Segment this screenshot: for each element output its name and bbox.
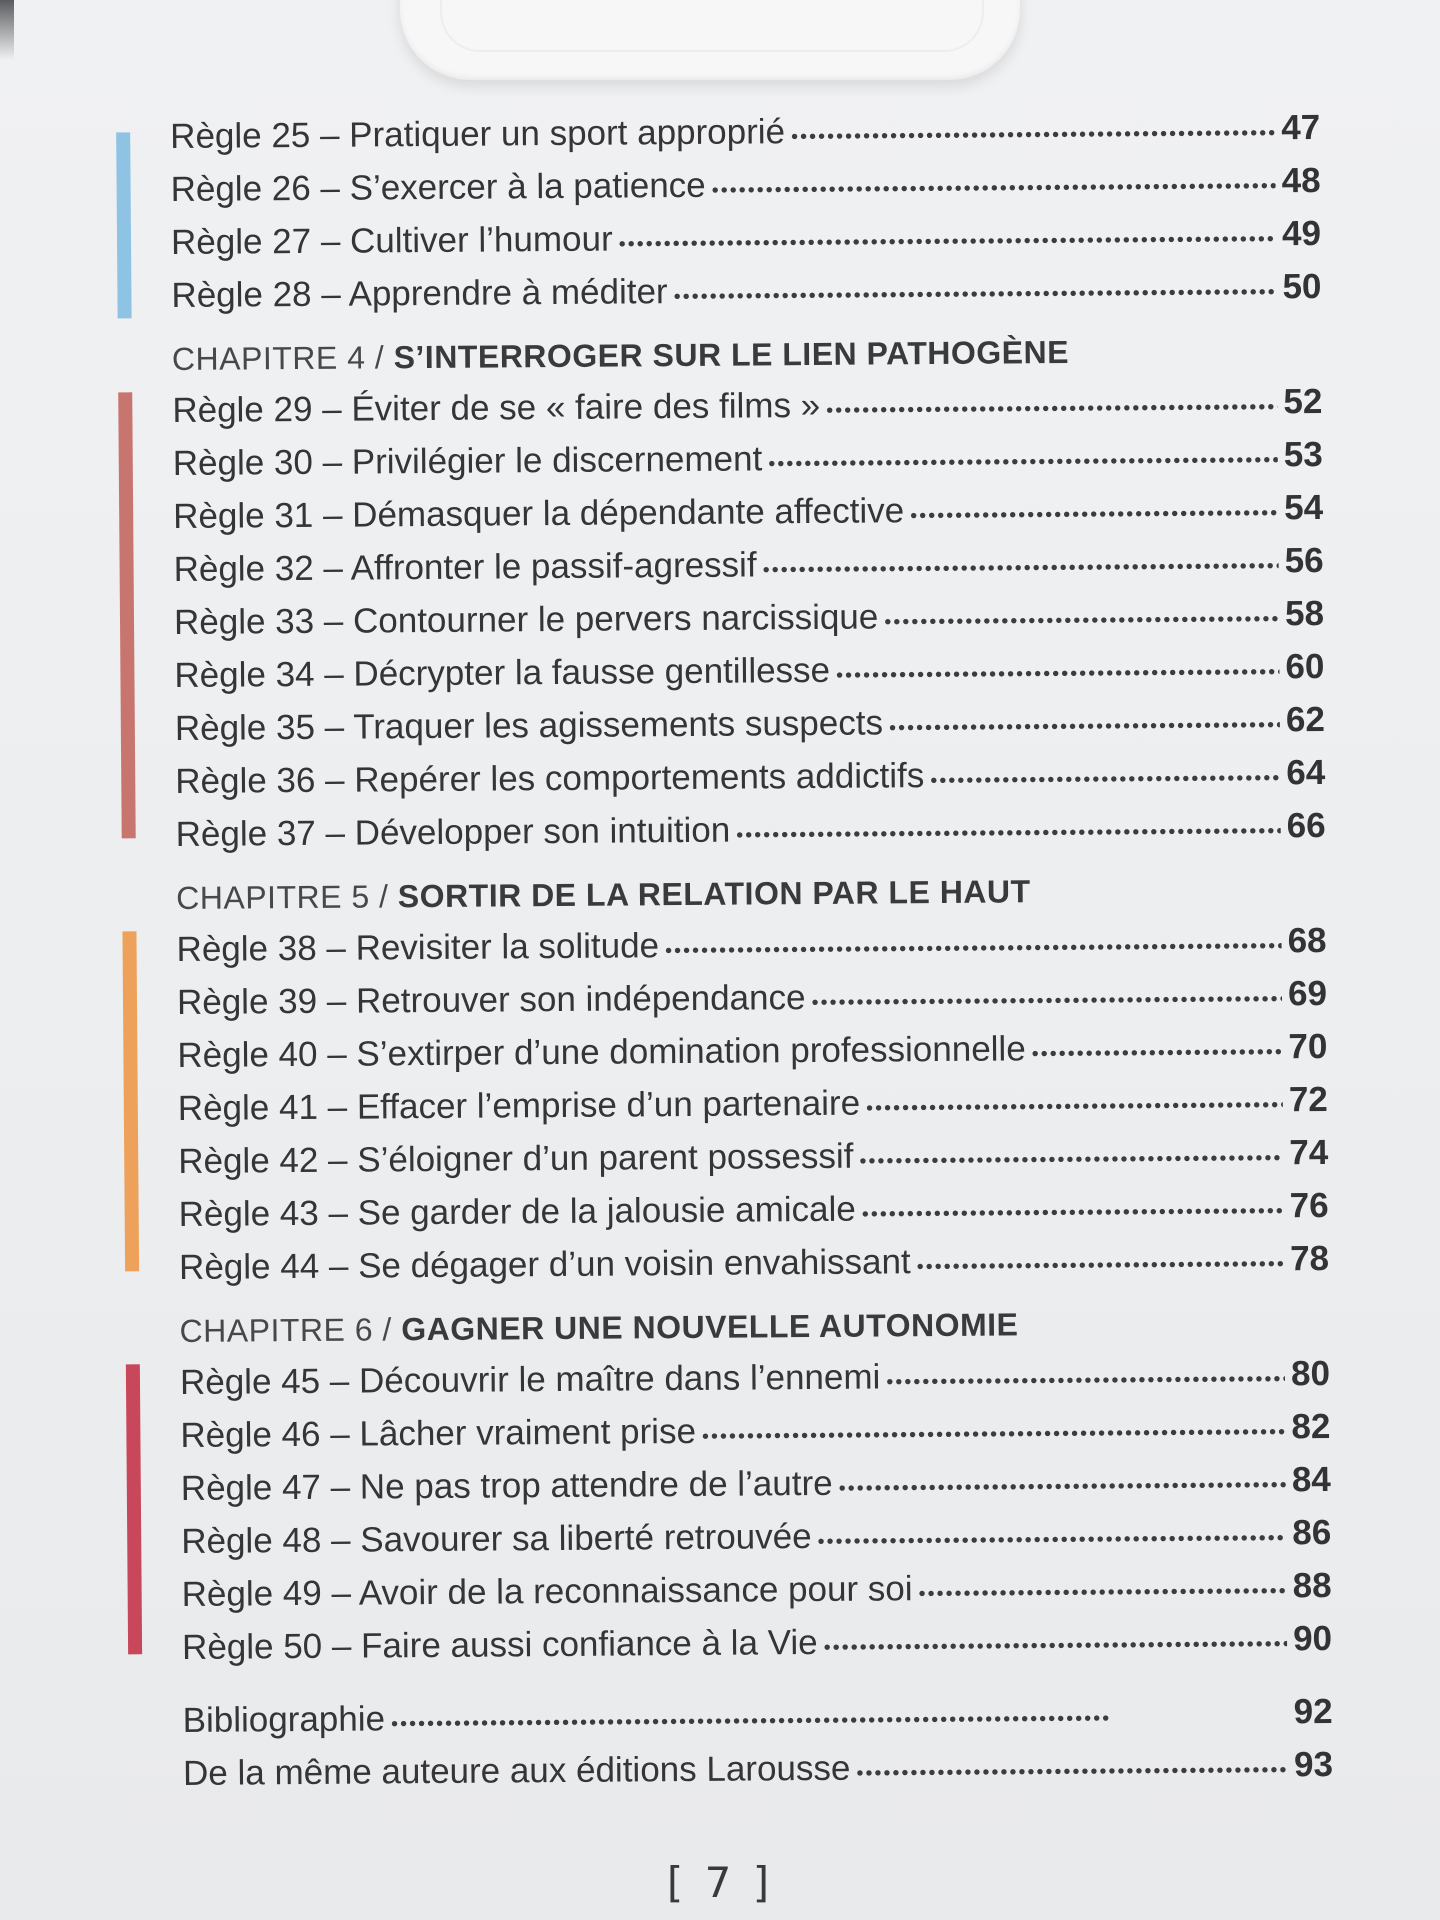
- dot-leader: [856, 1738, 1288, 1800]
- toc-entry-page: 84: [1291, 1459, 1331, 1500]
- chapter-heading-4[interactable]: [172, 313, 1322, 384]
- toc-entry-label: Règle 28 – Apprendre à méditer: [171, 272, 668, 315]
- toc-entry[interactable]: [176, 914, 1326, 976]
- toc-entry-label: Règle 31 – Démasquer la dépendante affective: [173, 491, 905, 536]
- toc-entry-label: Règle 32 – Affronter le passif-agressif: [173, 545, 757, 589]
- section-color-bar-blue: [116, 132, 131, 318]
- toc-entry-label: Règle 37 – Développer son intuition: [175, 810, 731, 854]
- chapter-number: CHAPITRE 5 /: [176, 878, 398, 916]
- toc-entry[interactable]: [178, 1179, 1328, 1241]
- toc-entry[interactable]: [179, 1232, 1329, 1294]
- toc-entry-label: Règle 40 – S’extirper d’une domination professionnelle: [177, 1029, 1026, 1075]
- toc-entry[interactable]: [175, 799, 1325, 861]
- toc-entry-page: 49: [1281, 213, 1322, 254]
- toc-entry-page: 86: [1292, 1512, 1332, 1553]
- toc-entry[interactable]: [177, 967, 1327, 1029]
- chapter-title: S’INTERROGER SUR LE LIEN PATHOGÈNE: [393, 333, 1070, 376]
- toc-entry[interactable]: [180, 1400, 1330, 1462]
- table-of-contents: [170, 101, 1333, 1800]
- dot-leader: [916, 1232, 1284, 1294]
- toc-entry-page: 90: [1292, 1618, 1333, 1659]
- chapter-number: CHAPITRE 6 /: [179, 1311, 402, 1349]
- toc-entry[interactable]: [170, 101, 1320, 163]
- toc-entry-label: De la même auteure aux éditions Larousse: [182, 1748, 851, 1793]
- dot-leader: [673, 260, 1276, 324]
- toc-entry-page: 62: [1285, 699, 1325, 740]
- toc-entry[interactable]: [174, 640, 1324, 702]
- toc-entry-bibliography[interactable]: [182, 1685, 1332, 1747]
- paper-clip: [400, 0, 1020, 80]
- toc-entry-label: Règle 26 – S’exercer à la patience: [170, 165, 706, 209]
- toc-entry-page: 80: [1290, 1353, 1331, 1394]
- toc-entry-label: Règle 42 – S’éloigner d’un parent possessif: [178, 1136, 854, 1181]
- section-back-matter: [182, 1685, 1333, 1800]
- toc-entry-page: 72: [1288, 1079, 1328, 1120]
- toc-entry-label: Règle 33 – Contourner le pervers narcissique: [173, 597, 879, 642]
- toc-entry[interactable]: [180, 1347, 1330, 1409]
- toc-entry[interactable]: [173, 534, 1323, 596]
- toc-entry-label: Règle 41 – Effacer l’emprise d’un partenaire: [177, 1083, 861, 1128]
- toc-entry-label: Règle 45 – Découvrir le maître dans l’ennemi: [179, 1357, 881, 1402]
- toc-entry-label: Règle 48 – Savourer sa liberté retrouvée: [181, 1517, 812, 1561]
- toc-entry[interactable]: [175, 693, 1325, 755]
- toc-entry[interactable]: [172, 375, 1322, 437]
- toc-entry-label: Règle 39 – Retrouver son indépendance: [176, 978, 806, 1022]
- toc-entry-page: 50: [1282, 266, 1322, 307]
- toc-entry-page: 88: [1292, 1565, 1332, 1606]
- page-shadow: [0, 0, 14, 60]
- toc-entry-label: Règle 25 – Pratiquer un sport approprié: [170, 112, 786, 156]
- chapter-number: CHAPITRE 4 /: [171, 339, 394, 377]
- toc-entry-label: Règle 46 – Lâcher vraiment prise: [180, 1411, 697, 1455]
- toc-entry[interactable]: [170, 154, 1320, 216]
- toc-entry-label: Règle 47 – Ne pas trop attendre de l’autre: [180, 1463, 833, 1508]
- dot-leader: [1032, 1020, 1283, 1081]
- toc-entry-page: 58: [1284, 593, 1325, 634]
- toc-entry-label: Règle 35 – Traquer les agissements suspects: [174, 703, 884, 748]
- section-chapter-5: [176, 914, 1329, 1294]
- chapter-heading-6[interactable]: [179, 1285, 1329, 1356]
- toc-entry-label: Bibliographie: [182, 1699, 386, 1740]
- section-chapter-3: [170, 101, 1322, 322]
- toc-entry-page: 92: [1293, 1691, 1333, 1732]
- toc-entry[interactable]: [181, 1453, 1331, 1515]
- toc-entry-page: 70: [1288, 1026, 1328, 1067]
- toc-entry[interactable]: [177, 1020, 1327, 1082]
- toc-entry-label: Règle 49 – Avoir de la reconnaissance pour soi: [181, 1569, 913, 1614]
- toc-entry-page: 47: [1281, 107, 1321, 148]
- toc-entry[interactable]: [171, 207, 1321, 269]
- toc-entry-page: 60: [1285, 646, 1325, 687]
- toc-entry-page: 64: [1286, 752, 1326, 793]
- toc-entry[interactable]: [178, 1073, 1328, 1135]
- toc-entry-page: 93: [1293, 1744, 1334, 1785]
- toc-entry-label: Règle 36 – Repérer les comportements addictifs: [175, 756, 925, 801]
- section-color-bar-red: [126, 1364, 142, 1654]
- toc-entry[interactable]: [181, 1559, 1331, 1621]
- toc-entry-page: 53: [1283, 434, 1323, 475]
- section-color-bar-brown: [118, 392, 136, 838]
- toc-entry-page: 69: [1287, 973, 1328, 1014]
- toc-entry[interactable]: [175, 746, 1325, 808]
- toc-entry-page: 66: [1286, 805, 1326, 846]
- chapter-title: SORTIR DE LA RELATION PAR LE HAUT: [397, 873, 1031, 915]
- toc-entry-label: Règle 44 – Se dégager d’un voisin envahissant: [178, 1242, 911, 1287]
- chapter-heading-5[interactable]: [176, 852, 1326, 923]
- section-chapter-6: [180, 1347, 1332, 1674]
- toc-entry-page: 74: [1289, 1132, 1329, 1173]
- toc-entry-page: 68: [1287, 920, 1327, 961]
- toc-entry-label: Règle 30 – Privilégier le discernement: [172, 439, 763, 483]
- toc-entry-same-author[interactable]: [183, 1738, 1333, 1800]
- toc-entry[interactable]: [173, 481, 1323, 543]
- toc-entry-page: 54: [1284, 487, 1324, 528]
- toc-entry-label: Règle 27 – Cultiver l’humour: [170, 219, 613, 262]
- dot-leader: [823, 1612, 1287, 1675]
- toc-entry-page: 78: [1289, 1238, 1330, 1279]
- section-color-bar-orange: [122, 931, 139, 1271]
- page-number: [ 7 ]: [666, 1858, 774, 1907]
- toc-entry-label: Règle 38 – Revisiter la solitude: [176, 926, 660, 969]
- toc-entry-page: 82: [1291, 1406, 1331, 1447]
- toc-entry-page: 56: [1284, 540, 1324, 581]
- toc-entry-label: Règle 43 – Se garder de la jalousie amicale: [178, 1189, 856, 1234]
- toc-entry-page: 76: [1289, 1185, 1329, 1226]
- toc-entry-page: 48: [1281, 160, 1321, 201]
- toc-entry-label: Règle 29 – Éviter de se « faire des films »: [172, 385, 821, 430]
- toc-entry-label: Règle 34 – Décrypter la fausse gentillesse: [174, 650, 831, 695]
- toc-entry[interactable]: [171, 260, 1321, 322]
- section-chapter-4: [172, 375, 1326, 861]
- toc-entry[interactable]: [174, 587, 1324, 649]
- toc-entry[interactable]: [181, 1506, 1331, 1568]
- toc-entry-label: Règle 50 – Faire aussi confiance à la Vie: [181, 1622, 818, 1667]
- toc-entry[interactable]: [173, 428, 1323, 490]
- toc-entry[interactable]: [182, 1612, 1332, 1674]
- chapter-title: GAGNER UNE NOUVELLE AUTONOMIE: [401, 1306, 1019, 1348]
- dot-leader: [736, 799, 1281, 862]
- toc-entry[interactable]: [178, 1126, 1328, 1188]
- toc-entry-page: 52: [1283, 381, 1323, 422]
